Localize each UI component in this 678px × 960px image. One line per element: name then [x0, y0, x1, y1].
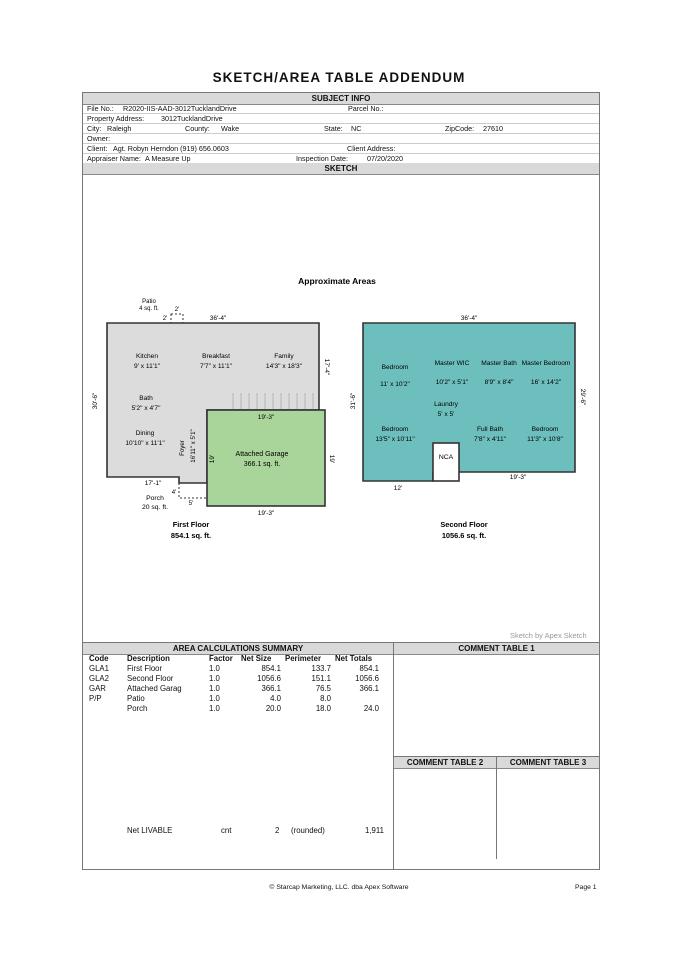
subject-row-4 [83, 134, 599, 144]
patio-label: Patio 4 sq. ft. [139, 299, 159, 312]
porch-label: Porch 20 sq. ft. [141, 495, 169, 511]
col-description: Description [127, 654, 170, 663]
sf-left-dim: 31'-6" [350, 392, 357, 410]
garage-left-dim: 19' [209, 454, 216, 464]
cell-description: Porch [127, 704, 148, 713]
sf-top-dim: 36'-4" [460, 315, 478, 322]
table-row [87, 664, 381, 674]
client-value: Agt. Robyn Herndon (919) 656.0603 [113, 144, 229, 153]
col-code: Code [89, 654, 109, 663]
room-foyer-dim: 16'11" x 5'1" [190, 429, 197, 463]
cell-perimeter: 8.0 [320, 694, 331, 703]
state-value: NC [351, 124, 362, 133]
cell-perimeter: 151.1 [311, 674, 331, 683]
approx-areas-title: Approximate Areas [298, 276, 376, 286]
cell-perimeter: 18.0 [315, 704, 331, 713]
room-master-bedroom-dim: 16' x 14'2" [530, 379, 562, 386]
room-master-wic-dim: 10'2" x 5'1" [435, 379, 469, 386]
room-master-bedroom: Master Bedroom [521, 360, 571, 367]
county-label: County: [185, 124, 210, 133]
ff-left-dim: 30'-6" [92, 392, 99, 410]
cell-net-total [333, 694, 381, 704]
appraiser-value: A Measure Up [145, 154, 191, 163]
county-value: Wake [221, 124, 240, 133]
page-number: Page 1 [575, 884, 597, 891]
sf-bottom-right-dim: 19'-3" [509, 474, 527, 481]
col-perimeter: Perimeter [285, 654, 321, 663]
comment-table-1-header: COMMENT TABLE 1 [394, 643, 599, 655]
room-bedroom-2: Bedroom 13'5" x 10'11" [375, 426, 415, 443]
inspection-value: 07/20/2020 [367, 154, 403, 163]
sketch-header: SKETCH [83, 163, 599, 175]
net-livable-label: Net LIVABLE [127, 826, 173, 835]
file-no-label: File No.: [87, 104, 114, 113]
attached-garage-shape [207, 410, 325, 506]
porch-shape [179, 483, 207, 498]
patio-w-dim: 2' [174, 307, 180, 313]
second-floor-caption: Second Floor 1056.6 sq. ft. [440, 520, 488, 540]
calc-header-row [87, 654, 381, 664]
owner-label: Owner: [87, 134, 111, 143]
area-calc-header: AREA CALCULATIONS SUMMARY [83, 643, 393, 655]
patio-h-dim: 2' [162, 316, 168, 322]
cell-code: GLA2 [89, 674, 109, 683]
cell-net-total: 366.1 [359, 684, 379, 693]
cell-net-total: 854.1 [359, 664, 379, 673]
parcel-label: Parcel No.: [348, 104, 384, 113]
client-label: Client: [87, 144, 108, 153]
address-value: 3012TucklandDrive [161, 114, 223, 123]
table-row [87, 674, 381, 684]
porch-h-dim: 4' [171, 490, 177, 496]
first-floor-caption: First Floor 854.1 sq. ft. [170, 520, 212, 540]
client-address-label: Client Address: [347, 144, 396, 153]
room-laundry: Laundry 5' x 5' [434, 401, 458, 418]
net-livable-total: 1,911 [365, 826, 384, 835]
cell-net-size: 1056.6 [257, 674, 281, 683]
comment-table-3-header: COMMENT TABLE 3 [497, 757, 599, 769]
net-livable-unit: cnt [221, 826, 232, 835]
col-net-totals: Net Totals [335, 654, 373, 663]
cell-net-size: 854.1 [261, 664, 281, 673]
cell-net-size: 4.0 [270, 694, 281, 703]
cell-net-total: 1056.6 [355, 674, 379, 683]
area-calc-table [87, 654, 381, 714]
ff-right-dim: 17'-4" [323, 358, 330, 376]
nca-label: NCA [438, 454, 454, 461]
room-master-bath-dim: 8'9" x 8'4" [484, 379, 514, 386]
zip-value: 27610 [483, 124, 503, 133]
table-row [87, 684, 381, 694]
cell-net-size: 366.1 [261, 684, 281, 693]
room-master-wic: Master WIC [434, 360, 470, 367]
sketch-area [83, 173, 599, 643]
file-no-value: R2020-IIS-AAD-3012TucklandDrive [123, 104, 237, 113]
cell-factor: 1.0 [209, 704, 220, 713]
cell-code [87, 704, 125, 714]
zip-label: ZipCode: [445, 124, 475, 133]
patio-shape [171, 314, 183, 323]
garage-label: Attached Garage 366.1 sq. ft. [235, 451, 289, 468]
room-breakfast: Breakfast 7'7" x 11'1" [199, 353, 233, 370]
cell-code: P/P [89, 694, 102, 703]
ff-bottom-left-dim: 17'-1" [144, 480, 162, 487]
cell-net-total: 24.0 [363, 704, 379, 713]
subject-row-3 [83, 124, 599, 134]
room-full-bath: Full Bath 7'8" x 4'11" [473, 426, 507, 443]
room-foyer-name: Foyer [179, 440, 186, 456]
cell-code: GAR [89, 684, 106, 693]
comment-divider-v [496, 757, 497, 859]
net-livable-rounded: (rounded) [291, 826, 325, 835]
net-livable-count: 2 [275, 826, 280, 835]
cell-code: GLA1 [89, 664, 109, 673]
cell-factor: 1.0 [209, 664, 220, 673]
comment-table-2-header: COMMENT TABLE 2 [394, 757, 496, 769]
room-family: Family 14'3" x 18'3" [265, 353, 303, 370]
garage-right-dim: 19' [328, 454, 335, 464]
city-value: Raleigh [107, 124, 132, 133]
addendum-form [82, 92, 600, 870]
cell-factor: 1.0 [209, 684, 220, 693]
cell-factor: 1.0 [209, 694, 220, 703]
subject-info-header: SUBJECT INFO [83, 93, 599, 105]
cell-perimeter: 76.5 [315, 684, 331, 693]
cell-description: Attached Garag [127, 684, 182, 693]
footer-credit: © Starcap Marketing, LLC. dba Apex Software [269, 884, 409, 891]
ff-top-dim: 36'-4" [209, 315, 227, 322]
porch-w-dim: 5' [188, 501, 194, 507]
col-net-size: Net Size [241, 654, 272, 663]
sf-bottom-left-dim: 12' [393, 485, 403, 492]
state-label: State: [324, 124, 343, 133]
room-kitchen: Kitchen 9' x 11'1" [134, 353, 160, 370]
address-label: Property Address: [87, 114, 145, 123]
inspection-label: Inspection Date: [296, 154, 348, 163]
room-master-bath: Master Bath [481, 360, 517, 367]
apex-sketch-watermark: Sketch by Apex Sketch [510, 631, 587, 640]
room-bedroom-3: Bedroom 11'3" x 10'8" [527, 426, 563, 443]
city-label: City: [87, 124, 102, 133]
cell-perimeter: 133.7 [311, 664, 331, 673]
floor-plan-svg [83, 173, 599, 643]
cell-factor: 1.0 [209, 674, 220, 683]
sf-right-dim: 29'-6" [579, 388, 586, 406]
cell-description: Second Floor [127, 674, 174, 683]
second-floor-shape [363, 323, 575, 481]
table-row [87, 704, 381, 714]
table-row [87, 694, 381, 704]
subject-row-2 [83, 114, 599, 124]
room-dining: Dining 10'10" x 11'1" [125, 430, 165, 447]
garage-top-dim: 19'-3" [257, 414, 275, 421]
cell-net-size: 20.0 [265, 704, 281, 713]
appraiser-label: Appraiser Name: [87, 154, 141, 163]
nca-shape [433, 443, 459, 481]
room-bedroom-1: Bedroom 11' x 10'2" [380, 364, 410, 388]
cell-description: First Floor [127, 664, 163, 673]
col-factor: Factor [209, 654, 233, 663]
page-title: SKETCH/AREA TABLE ADDENDUM [212, 70, 466, 85]
room-bath: Bath 5'2" x 4'7" [131, 395, 161, 412]
subject-row-1 [83, 104, 599, 114]
subject-row-5 [83, 144, 599, 154]
cell-description: Patio [127, 694, 145, 703]
garage-bottom-dim: 19'-3" [257, 510, 275, 517]
